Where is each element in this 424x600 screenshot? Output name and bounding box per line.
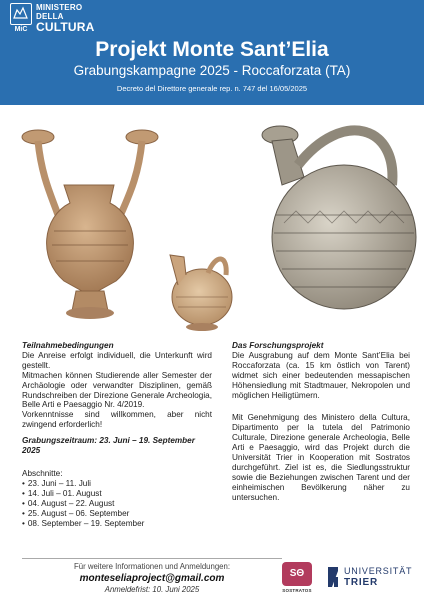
list-item: • 14. Juli – 01. August [22, 489, 212, 499]
page-title: Projekt Monte Sant’Elia [95, 38, 329, 61]
list-item: • 08. September – 19. September [22, 519, 212, 529]
conditions-heading: Teilnahmebedingungen [22, 341, 114, 350]
logo-line-2: DELLA [36, 12, 64, 21]
project-heading: Das Forschungsprojekt [232, 341, 324, 350]
ministry-logo [10, 3, 95, 37]
list-item: • 04. August – 22. August [22, 499, 212, 509]
ministry-emblem-icon [10, 3, 32, 35]
sections-list [22, 479, 212, 529]
footer [22, 562, 282, 595]
page-subtitle: Grabungskampagne 2025 - Roccaforzata (TA) [73, 63, 351, 78]
ministry-abbr: MiC [14, 26, 28, 33]
contact-email-link[interactable]: monteseliaproject@gmail.com [79, 573, 225, 584]
project-text-1: Die Ausgrabung auf dem Monte Sant’Elia bei Roccaforzata (ca. 15 km östlich von Tarent) widmet sich einer bedeutenden messapischen Höhensiedlung mit Stadtmauer, Nekropolen und möglichen Heiligtümern. [232, 350, 410, 400]
logo-line-1: MINISTERO [36, 3, 83, 12]
excavation-period: Grabungszeitraum: 23. Juni – 19. September 2025 [22, 436, 195, 456]
right-column [232, 341, 410, 503]
krater-vase-image [14, 121, 164, 331]
conditions-text-3: Vorkenntnisse sind willkommen, aber nicht zwingend erforderlich! [22, 410, 212, 430]
conditions-text-2: Mitmachen können Studierende aller Semester der Archäologie oder verwandter Disziplinen, gemäß Rundschreiben der Direzione Generale Archeologia, Belle Arti e Paesaggio Nr. 4/2019. [22, 370, 212, 410]
project-text-2: Mit Genehmigung des Ministero della Cultura, Dipartimento per la tutela del Patrimonio Culturale, Direzione generale Archeologia, Belle Arti e Paesaggio, wird das Projekt durch die Universität Trier in Kooperation mit Sostratos durchgeführt. Ziel ist es, die Siedlungsstruktur sowie die Beziehungen zwischen Tarent und der einheimischen Bevölkerung näher zu untersuchen. [232, 413, 410, 502]
decree-line: Decreto del Direttore generale rep. n. 747 del 16/05/2025 [116, 84, 308, 93]
left-column [22, 341, 212, 528]
list-item: • 23. Juni – 11. Juli [22, 479, 212, 489]
large-askos-image [252, 115, 418, 325]
trier-line-1: UNIVERSITÄT [344, 566, 413, 576]
sostratos-logo [282, 562, 312, 596]
sostratos-mark: SΘ [282, 562, 312, 586]
info-line: Für weitere Informationen und Anmeldungen: [73, 562, 231, 571]
sections-label: Abschnitte: [22, 468, 63, 478]
university-trier-logo [326, 563, 412, 593]
footer-divider [22, 558, 282, 559]
registration-deadline: Anmeldefrist: 10. Juni 2025 [104, 585, 200, 594]
header-banner [0, 0, 424, 105]
list-item: • 25. August – 06. September [22, 509, 212, 519]
trier-line-2: TRIER [344, 577, 378, 588]
sostratos-name: SOSTRATOS [282, 588, 312, 593]
small-askos-image [164, 245, 240, 335]
conditions-text-1: Die Anreise erfolgt individuell, die Unterkunft wird gestellt. [22, 350, 212, 370]
trier-emblem-icon [326, 565, 340, 589]
artifact-photos [0, 105, 424, 338]
logo-line-3: CULTURA [36, 20, 95, 34]
